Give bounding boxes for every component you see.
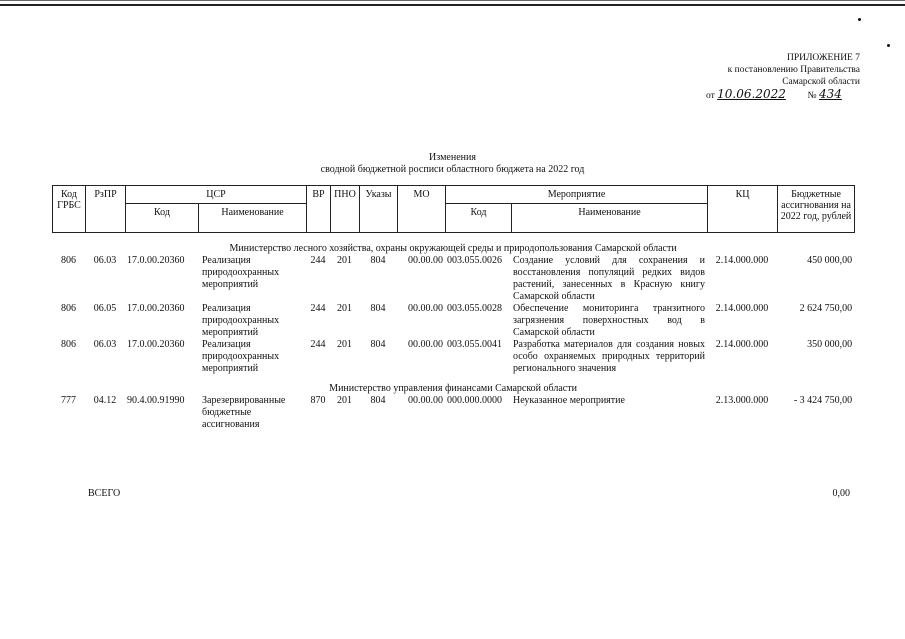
appendix-date-number xyxy=(690,88,860,102)
cell-ukazy: 804 xyxy=(370,303,386,314)
cell-pno: 201 xyxy=(337,255,352,266)
cell-event-kod: 003.055.0028 xyxy=(447,303,502,314)
cell-amount: 450 000,00 xyxy=(807,255,853,266)
header-csr: ЦСР xyxy=(126,186,307,204)
cell-vr: 244 xyxy=(310,339,326,350)
cell-mo: 00.00.00 xyxy=(408,303,443,314)
cell-mo: 00.00.00 xyxy=(408,395,443,406)
table-header xyxy=(52,185,855,233)
cell-grbs: 806 xyxy=(61,303,76,314)
header-kc: КЦ xyxy=(708,186,778,233)
appendix-header xyxy=(690,52,860,102)
cell-mo: 00.00.00 xyxy=(408,255,443,266)
cell-event-kod: 003.055.0026 xyxy=(447,255,502,266)
number-label: № xyxy=(807,91,817,101)
cell-event-kod: 000.000.0000 xyxy=(447,395,502,406)
cell-event-name: Разработка материалов для создания новых особо охраняемых природных территорий регионального значения xyxy=(513,339,705,374)
cell-event-name: Создание условий для сохранения и восстановления популяций редких видов растений, занесенных в Красную книгу Самарской области xyxy=(513,255,705,302)
cell-vr: 244 xyxy=(310,303,326,314)
header-vr: ВР xyxy=(307,186,331,233)
cell-csr-name: Реализация природоохранных мероприятий xyxy=(202,255,280,290)
cell-csr-kod: 90.4.00.91990 xyxy=(127,395,185,406)
cell-kc: 2.14.000.000 xyxy=(715,255,769,266)
header-event-kod: Код xyxy=(446,204,512,233)
total-label: ВСЕГО xyxy=(88,488,121,499)
cell-ukazy: 804 xyxy=(370,395,386,406)
total-value: 0,00 xyxy=(832,488,850,499)
cell-kc: 2.14.000.000 xyxy=(715,303,769,314)
cell-ukazy: 804 xyxy=(370,339,386,350)
header-event: Мероприятие xyxy=(446,186,708,204)
cell-pno: 201 xyxy=(337,395,352,406)
appendix-line-3: Самарской области xyxy=(782,77,860,87)
document-subtitle: сводной бюджетной росписи областного бюджета на 2022 год xyxy=(320,164,585,175)
header-mo: МО xyxy=(398,186,446,233)
scan-speck xyxy=(887,44,890,47)
table-row xyxy=(52,339,854,375)
header-budget: Бюджетные ассигнования на 2022 год, рублей xyxy=(778,186,855,233)
cell-grbs: 806 xyxy=(61,255,76,266)
cell-kc: 2.13.000.000 xyxy=(715,395,769,406)
cell-vr: 870 xyxy=(310,395,326,406)
table-row xyxy=(52,395,854,431)
cell-rzpr: 06.03 xyxy=(93,255,117,266)
cell-mo: 00.00.00 xyxy=(408,339,443,350)
cell-rzpr: 06.03 xyxy=(93,339,117,350)
scan-speck xyxy=(858,18,861,21)
section-title: Министерство лесного хозяйства, охраны окружающей среды и природопользования Самарской области xyxy=(229,243,677,254)
cell-csr-name: Реализация природоохранных мероприятий xyxy=(202,339,280,374)
cell-vr: 244 xyxy=(310,255,326,266)
cell-event-name: Обеспечение мониторинга транзитного загрязнения поверхностных вод в Самарской области xyxy=(513,303,705,338)
header-kod-grbs: Код ГРБС xyxy=(53,186,86,233)
header-rzpr: РзПР xyxy=(86,186,126,233)
appendix-line-2: к постановлению Правительства xyxy=(727,65,860,75)
cell-grbs: 806 xyxy=(61,339,76,350)
handwritten-number: 434 xyxy=(818,87,842,101)
cell-amount: 350 000,00 xyxy=(807,339,853,350)
header-event-name: Наименование xyxy=(512,204,708,233)
header-csr-name: Наименование xyxy=(199,204,307,233)
cell-grbs: 777 xyxy=(61,395,76,406)
header-pno: ПНО xyxy=(331,186,360,233)
cell-pno: 201 xyxy=(337,339,352,350)
cell-rzpr: 04.12 xyxy=(93,395,117,406)
table-row xyxy=(52,303,854,339)
cell-kc: 2.14.000.000 xyxy=(715,339,769,350)
cell-csr-kod: 17.0.00.20360 xyxy=(127,303,185,314)
cell-csr-name: Реализация природоохранных мероприятий xyxy=(202,303,280,338)
cell-csr-kod: 17.0.00.20360 xyxy=(127,255,185,266)
cell-rzpr: 06.05 xyxy=(93,303,117,314)
page-top-border xyxy=(0,4,905,6)
cell-csr-name: Зарезервированные бюджетные ассигнования xyxy=(202,395,286,430)
table-row xyxy=(52,255,854,303)
cell-event-name: Неуказанное мероприятие xyxy=(513,395,625,406)
cell-amount: - 3 424 750,00 xyxy=(793,395,853,406)
cell-amount: 2 624 750,00 xyxy=(799,303,853,314)
cell-event-kod: 003.055.0041 xyxy=(447,339,502,350)
cell-csr-kod: 17.0.00.20360 xyxy=(127,339,185,350)
scan-edge-line xyxy=(0,0,905,1)
header-csr-kod: Код xyxy=(126,204,199,233)
document-title: Изменения xyxy=(429,152,476,163)
section-title: Министерство управления финансами Самарской области xyxy=(329,383,577,394)
table-body xyxy=(52,243,854,431)
appendix-title: ПРИЛОЖЕНИЕ 7 xyxy=(786,53,860,63)
cell-ukazy: 804 xyxy=(370,255,386,266)
handwritten-date: 10.06.2022 xyxy=(717,87,786,101)
cell-pno: 201 xyxy=(337,303,352,314)
from-label: от xyxy=(706,91,715,101)
header-ukazy: Указы xyxy=(360,186,398,233)
